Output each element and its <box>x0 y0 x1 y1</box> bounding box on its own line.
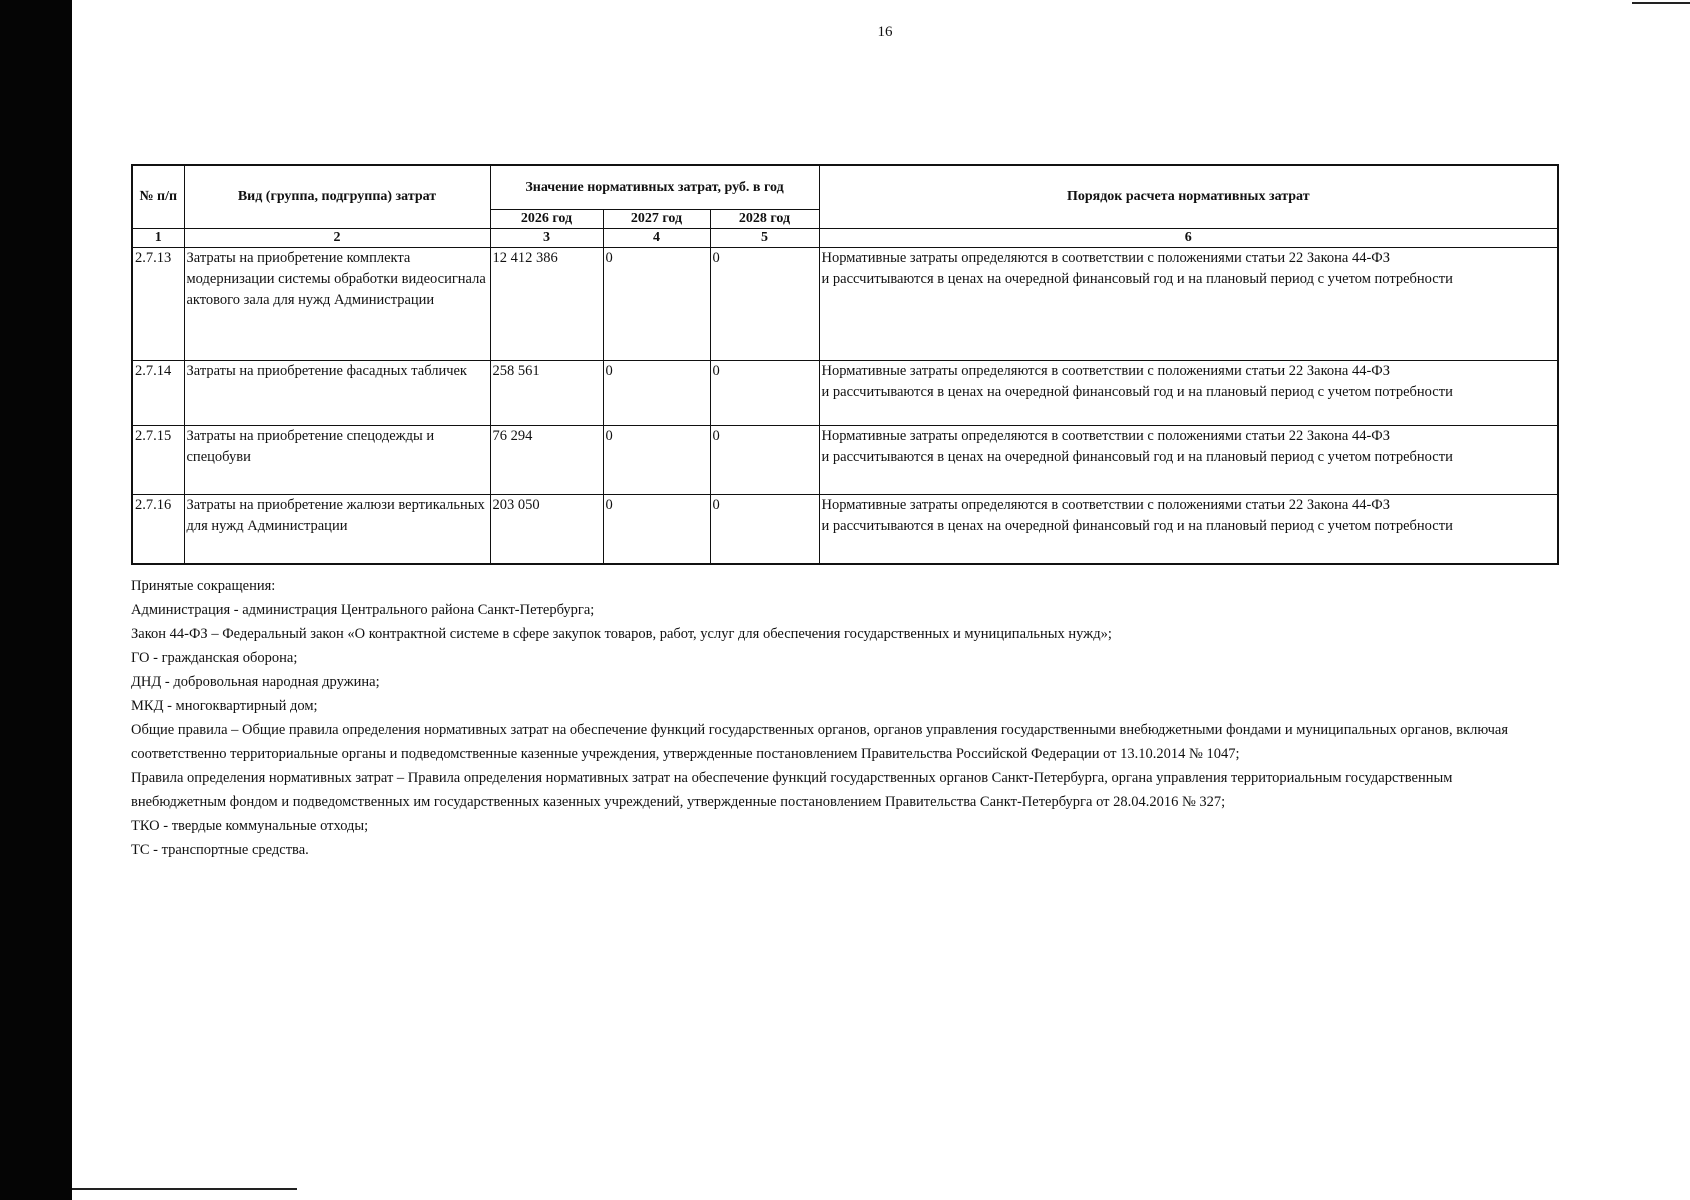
method-line: и рассчитываются в ценах на очередной финансовый год и на плановый период с учетом потребности <box>821 517 1453 534</box>
row-number: 2.7.15 <box>132 425 184 494</box>
row-cost-type: Затраты на приобретение спецодежды и спецобуви <box>184 425 490 494</box>
abbreviation-item: ТКО - твердые коммунальные отходы; <box>131 818 369 834</box>
method-line: Нормативные затраты определяются в соответствии с положениями статьи 22 Закона 44-ФЗ <box>821 427 1390 444</box>
column-number-3: 3 <box>490 228 603 247</box>
row-value-2026: 12 412 386 <box>490 247 603 360</box>
method-line: и рассчитываются в ценах на очередной финансовый год и на плановый период с учетом потребности <box>821 448 1453 465</box>
abbreviation-item: Администрация - администрация Центрального района Санкт-Петербурга; <box>131 602 595 618</box>
abbreviation-item: Общие правила – Общие правила определения нормативных затрат на обеспечение функций государственных органов, органов управления государственными внебюджетными фондами и муниципальных органов, включая соответственно территориальные органы и подведомственные казенные учреждения, утвержденные постановлением Правительства Российской Федерации от 13.10.2014 № 1047; <box>131 722 1509 762</box>
table-row <box>132 425 1558 494</box>
column-number-6: 6 <box>819 228 1558 247</box>
header-year-2028: 2028 год <box>710 209 819 228</box>
method-line: Нормативные затраты определяются в соответствии с положениями статьи 22 Закона 44-ФЗ <box>821 362 1390 379</box>
row-value-2028: 0 <box>710 494 819 564</box>
abbreviations-notes <box>131 574 1551 862</box>
row-number: 2.7.13 <box>132 247 184 360</box>
row-number: 2.7.16 <box>132 494 184 564</box>
page-number: 16 <box>877 24 893 40</box>
row-value-2028: 0 <box>710 247 819 360</box>
scan-bottom-line <box>72 1188 297 1190</box>
row-value-2028: 0 <box>710 425 819 494</box>
row-value-2026: 203 050 <box>490 494 603 564</box>
row-value-2027: 0 <box>603 494 710 564</box>
abbreviation-item: ДНД - добровольная народная дружина; <box>131 674 380 690</box>
row-number: 2.7.14 <box>132 360 184 425</box>
notes-heading: Принятые сокращения: <box>131 578 276 594</box>
row-value-2028: 0 <box>710 360 819 425</box>
column-number-2: 2 <box>184 228 490 247</box>
abbreviation-item: ГО - гражданская оборона; <box>131 650 298 666</box>
column-number-5: 5 <box>710 228 819 247</box>
method-line: и рассчитываются в ценах на очередной финансовый год и на плановый период с учетом потребности <box>821 270 1453 287</box>
row-calc-method <box>819 425 1558 494</box>
column-number-1: 1 <box>132 228 184 247</box>
row-value-2026: 258 561 <box>490 360 603 425</box>
row-value-2027: 0 <box>603 247 710 360</box>
header-cost-values: Значение нормативных затрат, руб. в год <box>490 165 819 209</box>
abbreviation-item: ТС - транспортные средства. <box>131 842 309 858</box>
row-cost-type: Затраты на приобретение фасадных табличек <box>184 360 490 425</box>
row-value-2027: 0 <box>603 425 710 494</box>
method-line: Нормативные затраты определяются в соответствии с положениями статьи 22 Закона 44-ФЗ <box>821 249 1390 266</box>
abbreviation-item: Правила определения нормативных затрат – Правила определения нормативных затрат на обеспечение функций государственных органов Санкт-Петербурга, органа управления территориальным государственным внебюджетным фондом и подведомственных им государственных казенных учреждений, утвержденные постановлением Правительства Санкт-Петербурга от 28.04.2016 № 327; <box>131 770 1453 810</box>
header-year-2027: 2027 год <box>603 209 710 228</box>
table-row <box>132 360 1558 425</box>
header-number: № п/п <box>132 165 184 228</box>
table-row <box>132 247 1558 360</box>
row-value-2026: 76 294 <box>490 425 603 494</box>
normative-costs-table <box>131 164 1559 565</box>
row-value-2027: 0 <box>603 360 710 425</box>
abbreviation-item: МКД - многоквартирный дом; <box>131 698 318 714</box>
row-calc-method <box>819 247 1558 360</box>
row-calc-method <box>819 494 1558 564</box>
row-calc-method <box>819 360 1558 425</box>
table-row <box>132 494 1558 564</box>
method-line: и рассчитываются в ценах на очередной финансовый год и на плановый период с учетом потребности <box>821 383 1453 400</box>
header-calc-method: Порядок расчета нормативных затрат <box>819 165 1558 228</box>
header-year-2026: 2026 год <box>490 209 603 228</box>
scan-corner-line <box>1632 2 1690 4</box>
column-number-4: 4 <box>603 228 710 247</box>
scan-edge-shadow <box>0 0 72 1200</box>
row-cost-type: Затраты на приобретение комплекта модернизации системы обработки видеосигнала актового зала для нужд Администрации <box>184 247 490 360</box>
abbreviation-item: Закон 44-ФЗ – Федеральный закон «О контрактной системе в сфере закупок товаров, работ, услуг для обеспечения государственных и муниципальных нужд»; <box>131 626 1112 642</box>
method-line: Нормативные затраты определяются в соответствии с положениями статьи 22 Закона 44-ФЗ <box>821 496 1390 513</box>
header-cost-type: Вид (группа, подгруппа) затрат <box>184 165 490 228</box>
row-cost-type: Затраты на приобретение жалюзи вертикальных для нужд Администрации <box>184 494 490 564</box>
